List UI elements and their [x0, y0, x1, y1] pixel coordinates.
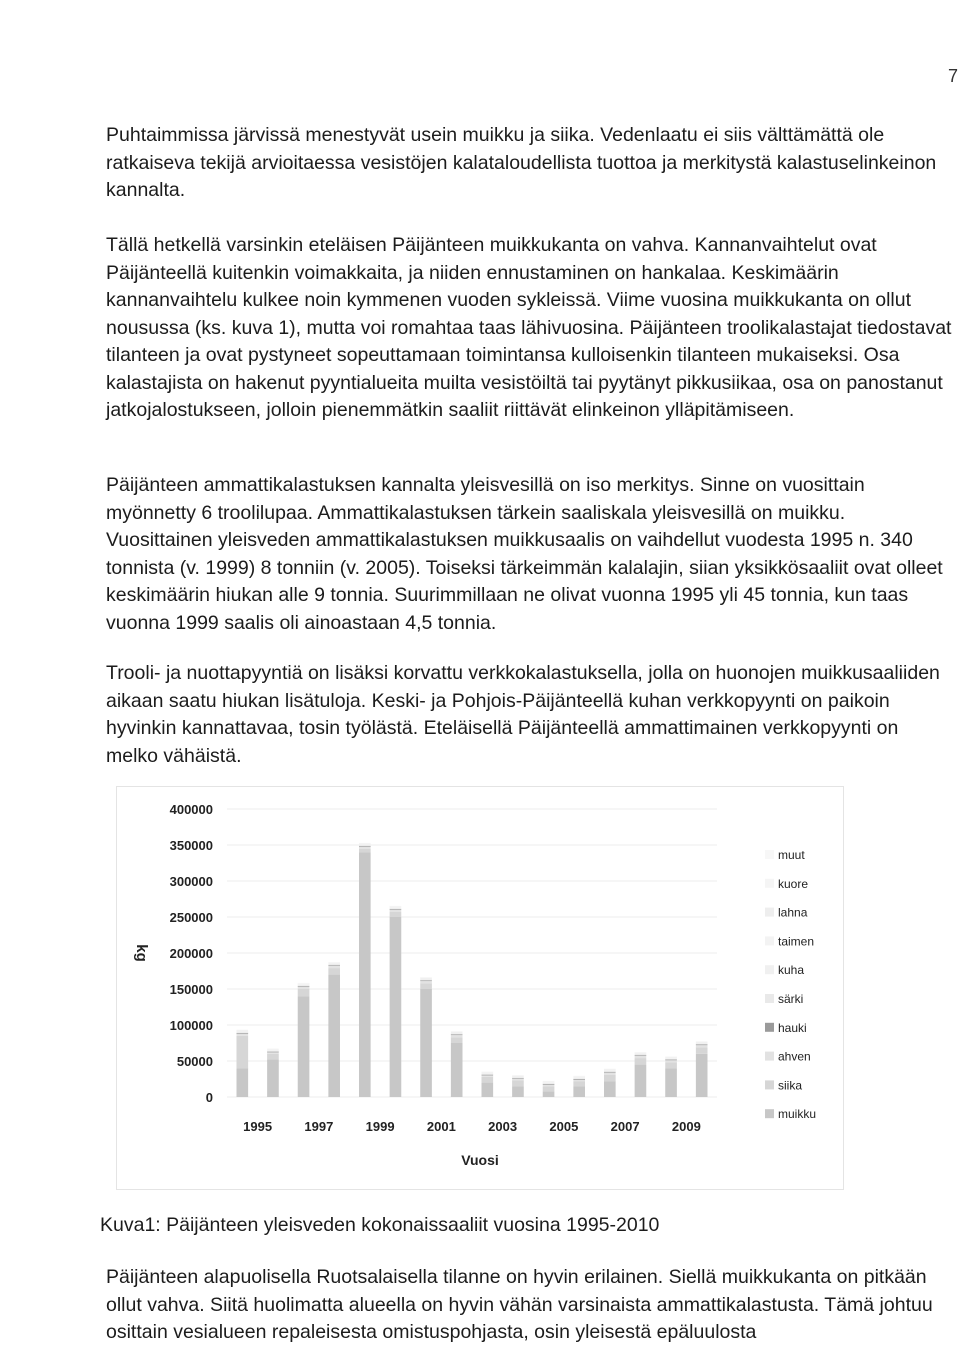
bar-segment-siika	[573, 1081, 585, 1086]
x-tick-label: 2005	[549, 1119, 579, 1134]
bar-segment-särki	[420, 980, 432, 981]
bar-segment-muikku	[236, 1068, 248, 1097]
bar-segment-hauki	[390, 909, 402, 910]
bar-segment-taimen	[390, 907, 402, 908]
legend-label-kuore: kuore	[778, 876, 809, 891]
bar-segment-muikku	[604, 1081, 616, 1097]
legend-swatch-ahven	[765, 1052, 774, 1061]
bar-segment-särki	[543, 1083, 555, 1084]
x-tick-label: 1999	[365, 1119, 395, 1134]
x-tick-label: 1997	[304, 1119, 334, 1134]
bar-segment-muut	[267, 1048, 279, 1049]
legend-swatch-muut	[765, 850, 774, 859]
y-tick-label: 300000	[169, 874, 213, 889]
paragraph-1: Puhtaimmissa järvissä menestyvät usein muikku ja siika. Vedenlaatu ei siis välttämättä ole ratkaiseva tekijä arvioitaessa vesistöjen kalataloudellista tuottoa ja merkitystä kalastuselinkeinon kannalta.	[106, 124, 937, 201]
bar-segment-taimen	[267, 1050, 279, 1051]
bar-segment-taimen	[635, 1053, 647, 1054]
figure-caption: Kuva1: Päijänteen yleisveden kokonaissaaliit vuosina 1995-2010	[100, 1214, 660, 1236]
bar-segment-taimen	[359, 844, 371, 845]
paragraph-4: Trooli- ja nuottapyyntiä on lisäksi korvattu verkkokalastuksella, jolla on huonojen muikkusaaliiden aikaan saatu hiukan lisätuloja. Keski- ja Pohjois-Päijänteellä kuhan verkkopyynti on paikoin hyvinkin kannattavaa, tosin työlästä. Eteläisellä Päijänteellä ammattimainen verkkopyynti on melko vähäistä.	[106, 662, 940, 767]
bar-segment-taimen	[696, 1043, 708, 1044]
bar-segment-ahven	[267, 1052, 279, 1053]
legend-label-siika: siika	[778, 1078, 803, 1093]
legend-swatch-kuore	[765, 879, 774, 888]
bar-segment-hauki	[298, 986, 310, 987]
bar-segment-ahven	[390, 910, 402, 912]
bar-segment-muikku	[359, 852, 371, 1097]
bar-segment-siika	[420, 983, 432, 989]
bar-segment-siika	[236, 1036, 248, 1068]
bar-segment-siika	[604, 1075, 616, 1081]
bar-segment-muikku	[573, 1086, 585, 1097]
legend-swatch-taimen	[765, 936, 774, 945]
bar-segment-siika	[665, 1062, 677, 1068]
bar-segment-muikku	[665, 1068, 677, 1097]
bar-segment-siika	[298, 989, 310, 996]
bar-segment-muut	[481, 1071, 493, 1072]
bar-segment-särki	[298, 985, 310, 986]
paragraph-3: Päijänteen ammattikalastuksen kannalta yleisvesillä on iso merkitys. Sinne on vuosittain myönnetty 6 troolilupaa. Ammattikalastuksen tärkein saaliskala yleisvesillä on muikku. Vuosittainen yleisveden ammattikalastuksen muikkusaalis on vaihdellut vuodesta 1995 n. 340 tonnista (v. 1999) 8 tonniin (v. 2005). Toiseksi tärkeimmän kalalajin, siian yksikkösaaliit ovat olleet keskimäärin hiukan alle 9 tonnia. Suurimmillaan ne olivat vuonna 1995 yli 45 tonnia, kun taas vuonna 1999 saalis oli ainoastaan 4,5 tonnia.	[106, 474, 943, 634]
bar-segment-ahven	[696, 1045, 708, 1047]
bar-segment-ahven	[512, 1079, 524, 1080]
bar-segment-ahven	[298, 987, 310, 989]
bar-segment-taimen	[451, 1033, 463, 1034]
bar-segment-särki	[696, 1044, 708, 1045]
bar-segment-muut	[573, 1076, 585, 1077]
bar-segment-muikku	[298, 996, 310, 1097]
bar-segment-muut	[236, 1030, 248, 1031]
x-tick-label: 2001	[426, 1119, 456, 1134]
bar-segment-hauki	[512, 1078, 524, 1079]
bar-segment-muikku	[696, 1054, 708, 1097]
legend-swatch-hauki	[765, 1023, 774, 1032]
bar-segment-muut	[604, 1069, 616, 1070]
bar-segment-muikku	[267, 1060, 279, 1097]
bar-segment-hauki	[696, 1044, 708, 1045]
bar-segment-hauki	[420, 980, 432, 981]
y-tick-label: 0	[205, 1090, 213, 1105]
legend-swatch-lahna	[765, 908, 774, 917]
bar-segment-muikku	[328, 975, 340, 1097]
legend-swatch-siika	[765, 1080, 774, 1089]
bar-segment-siika	[512, 1080, 524, 1086]
bar-segment-ahven	[328, 966, 340, 968]
bar-segment-siika	[481, 1077, 493, 1083]
bar-segment-taimen	[481, 1073, 493, 1074]
y-tick-label: 400000	[169, 802, 213, 817]
bar-segment-siika	[696, 1047, 708, 1053]
bar-segment-muut	[420, 977, 432, 978]
bar-segment-särki	[665, 1059, 677, 1060]
legend-label-hauki: hauki	[778, 1020, 807, 1035]
bar-segment-ahven	[665, 1060, 677, 1062]
bar-segment-hauki	[604, 1072, 616, 1073]
bar-segment-hauki	[481, 1075, 493, 1076]
bar-segment-ahven	[543, 1085, 555, 1086]
y-tick-label: 50000	[176, 1054, 213, 1069]
bar-segment-siika	[359, 849, 371, 852]
bar-segment-hauki	[543, 1084, 555, 1085]
bar-segment-muikku	[543, 1091, 555, 1097]
y-tick-label: 350000	[169, 838, 213, 853]
bar-segment-hauki	[665, 1060, 677, 1061]
bar-segment-muikku	[420, 989, 432, 1097]
bar-segment-siika	[451, 1037, 463, 1043]
y-tick-label: 250000	[169, 910, 213, 925]
bar-segment-taimen	[604, 1070, 616, 1071]
bar-segment-hauki	[451, 1034, 463, 1035]
bar-segment-ahven	[420, 981, 432, 983]
bar-segment-muut	[390, 906, 402, 907]
bar-segment-muut	[359, 843, 371, 844]
bar-segment-särki	[328, 965, 340, 966]
legend-label-särki: särki	[778, 992, 804, 1006]
bar-segment-särki	[390, 908, 402, 909]
legend-label-taimen: taimen	[778, 934, 815, 949]
bar-segment-ahven	[635, 1056, 647, 1058]
bar-segment-muikku	[390, 917, 402, 1097]
legend-swatch-särki	[765, 994, 774, 1003]
bar-segment-muut	[543, 1081, 555, 1082]
bar-segment-taimen	[328, 963, 340, 964]
bar-segment-hauki	[236, 1033, 248, 1034]
bar-segment-särki	[236, 1032, 248, 1033]
legend-label-kuha: kuha	[778, 963, 805, 978]
bar-segment-muut	[665, 1056, 677, 1057]
bar-segment-ahven	[451, 1035, 463, 1037]
bar-segment-ahven	[236, 1034, 248, 1036]
y-tick-label: 150000	[169, 982, 213, 997]
bar-segment-siika	[635, 1058, 647, 1064]
bar-segment-hauki	[573, 1079, 585, 1080]
bar-segment-särki	[451, 1034, 463, 1035]
bar-segment-taimen	[543, 1082, 555, 1083]
bar-segment-siika	[543, 1086, 555, 1091]
chart-container	[116, 786, 844, 1190]
y-axis-label: kg	[133, 944, 150, 962]
bar-segment-ahven	[573, 1080, 585, 1081]
bar-segment-särki	[481, 1074, 493, 1075]
bar-segment-siika	[328, 968, 340, 974]
x-axis-label: Vuosi	[461, 1152, 499, 1168]
legend-label-muut: muut	[778, 848, 805, 862]
legend-label-ahven: ahven	[778, 1049, 811, 1064]
bar-segment-särki	[359, 845, 371, 846]
bar-segment-muut	[696, 1041, 708, 1042]
bar-segment-särki	[512, 1078, 524, 1079]
x-tick-label: 1995	[243, 1119, 273, 1134]
bar-segment-ahven	[481, 1075, 493, 1076]
bar-segment-särki	[573, 1078, 585, 1079]
bar-segment-hauki	[359, 846, 371, 847]
paragraph-bottom: Päijänteen alapuolisella Ruotsalaisella tilanne on hyvin erilainen. Siellä muikkukanta on pitkään ollut vahva. Siitä huolimatta alueella on hyvin vähän varsinaista ammattikalastusta. Tämä johtuu osittain vesialueen repaleisesta omistuspohjasta, osin yleisestä epäluulosta	[106, 1266, 933, 1343]
legend-swatch-muikku	[765, 1109, 774, 1118]
y-tick-label: 200000	[169, 946, 213, 961]
bar-segment-ahven	[359, 847, 371, 849]
paragraph-2: Tällä hetkellä varsinkin eteläisen Päijänteen muikkukanta on vahva. Kannanvaihtelut ovat Päijänteellä kuitenkin voimakkaita, ja niiden ennustaminen on hankalaa. Keskimäärin kannanvaihtelu kulkee noin kymmenen vuoden sykleissä. Viime vuosina muikkukanta on ollut nousussa (ks. kuva 1), mutta voi romahtaa taas lähivuosina. Päijänteen troolikalastajat tiedostavat tilanteen ja ovat pystyneet sopeuttamaan toimintansa kulloisenkin tilanteen mukaiseksi. Osa kalastajista on hakenut pyyntialueita muilta vesistöiltä tai pyytänyt pikkusiikaa, osa on panostanut jatkojalostukseen, jolloin pienemmätkin saaliit riittävät elinkeinon ylläpitämiseen.	[106, 234, 952, 421]
bar-segment-muut	[512, 1075, 524, 1076]
bar-segment-siika	[267, 1054, 279, 1060]
bar-segment-muikku	[451, 1043, 463, 1097]
stacked-bar-chart	[117, 787, 843, 1189]
bar-segment-taimen	[236, 1031, 248, 1032]
bar-segment-taimen	[665, 1058, 677, 1059]
legend-swatch-kuha	[765, 965, 774, 974]
bar-segment-muut	[328, 962, 340, 963]
bar-segment-siika	[390, 912, 402, 917]
bar-segment-taimen	[512, 1076, 524, 1077]
bar-segment-muikku	[635, 1065, 647, 1097]
x-tick-label: 2007	[610, 1119, 640, 1134]
bar-segment-muikku	[512, 1086, 524, 1097]
bar-segment-muikku	[481, 1083, 493, 1097]
x-tick-label: 2003	[488, 1119, 518, 1134]
bar-segment-hauki	[267, 1052, 279, 1053]
bar-segment-muut	[298, 983, 310, 984]
bar-segment-särki	[267, 1051, 279, 1052]
y-tick-label: 100000	[169, 1018, 213, 1033]
bar-segment-muut	[635, 1052, 647, 1053]
page-number: 7	[948, 66, 959, 86]
bar-segment-taimen	[573, 1077, 585, 1078]
bar-segment-hauki	[328, 965, 340, 966]
bar-segment-taimen	[420, 979, 432, 980]
bar-segment-hauki	[635, 1055, 647, 1056]
bar-segment-särki	[635, 1055, 647, 1056]
bar-segment-muut	[451, 1031, 463, 1032]
x-tick-label: 2009	[671, 1119, 701, 1134]
bar-segment-taimen	[298, 984, 310, 985]
bar-segment-ahven	[604, 1073, 616, 1075]
legend-label-muikku: muikku	[778, 1107, 817, 1122]
bar-segment-särki	[604, 1071, 616, 1072]
legend-label-lahna: lahna	[778, 905, 808, 920]
